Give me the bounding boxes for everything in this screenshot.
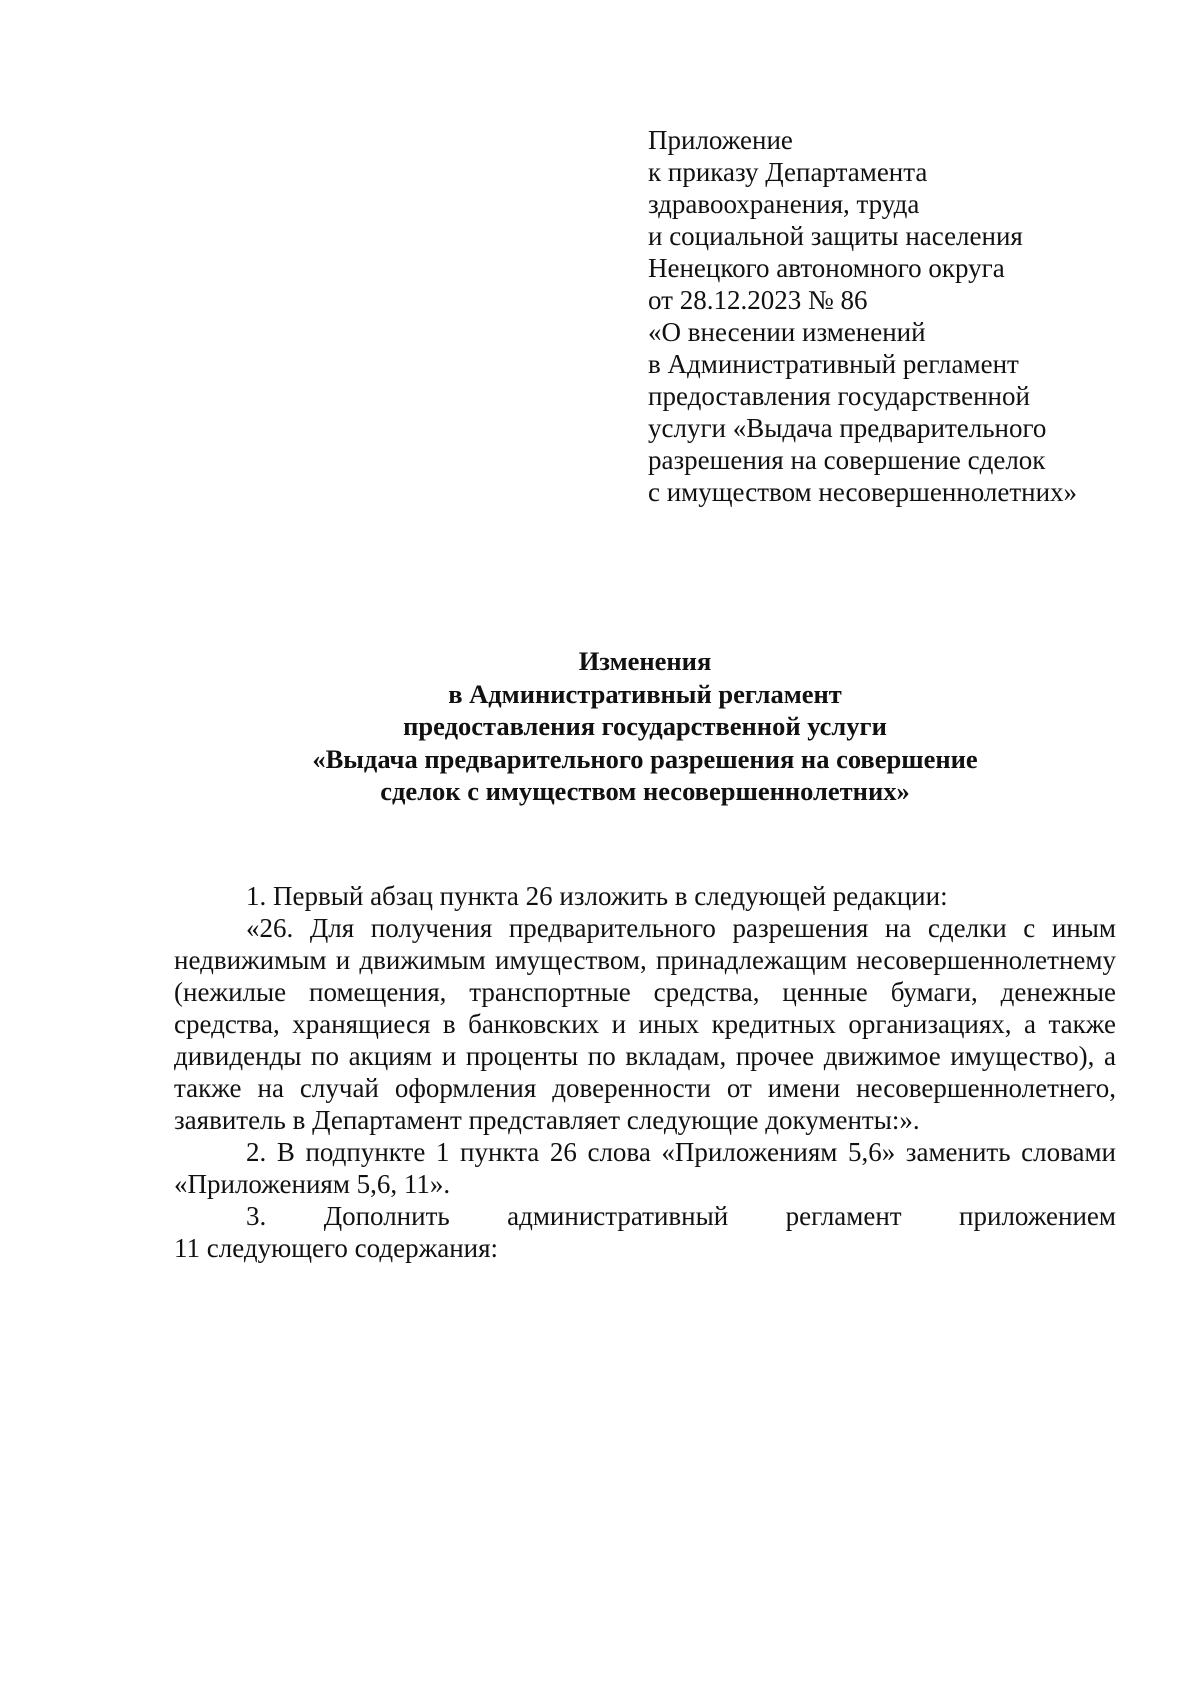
appendix-header [648, 124, 1128, 508]
document-body [174, 880, 1116, 1264]
paragraph-2: «26. Для получения предварительного разрешения на сделки с иным недвижимым и движимым имуществом, принадлежащим несовершеннолетнему (нежилые помещения, транспортные средства, ценные бумаги, денежные средства, хранящиеся в банковских и иных кредитных организациях, а также дивиденды по акциям и проценты по вкладам, прочее движимое имущество), а также на случай оформления доверенности от имени несовершеннолетнего, заявитель в Департамент представляет следующие документы:». [174, 913, 1116, 1135]
title-line: Изменения [578, 646, 712, 676]
appendix-header-line: с имуществом несовершеннолетних» [648, 477, 1078, 507]
title-line: сделок с имуществом несовершеннолетних» [380, 776, 910, 806]
appendix-header-line: от 28.12.2023 № 86 [648, 285, 868, 315]
appendix-header-line: здравоохранения, труда [648, 189, 920, 219]
document-title [170, 645, 1120, 808]
appendix-header-line: «О внесении изменений [648, 317, 926, 347]
paragraph-4: 3. Дополнить административный регламент приложением [246, 1201, 1116, 1231]
title-line: в Административный регламент [448, 678, 842, 709]
paragraph-1: 1. Первый абзац пункта 26 изложить в следующей редакции: [246, 881, 948, 911]
appendix-header-line: Приложение [648, 125, 793, 155]
title-line: «Выдача предварительного разрешения на совершение [312, 743, 978, 774]
appendix-header-line: и социальной защиты населения [648, 221, 1023, 251]
paragraph-3: 2. В подпункте 1 пункта 26 слова «Приложениям 5,6» заменить словами «Приложениям 5,6, 11». [174, 1137, 1116, 1199]
appendix-header-line: Ненецкого автономного округа [648, 253, 1005, 283]
appendix-header-line: услуги «Выдача предварительного [648, 413, 1047, 443]
appendix-header-line: предоставления государственной [648, 381, 1030, 411]
appendix-header-line: в Административный регламент [648, 349, 1019, 379]
paragraph-4-continuation: 11 следующего содержания: [174, 1233, 499, 1263]
appendix-header-line: разрешения на совершение сделок [648, 445, 1046, 475]
title-line: предоставления государственной услуги [403, 711, 887, 741]
appendix-header-line: к приказу Департамента [648, 157, 928, 187]
